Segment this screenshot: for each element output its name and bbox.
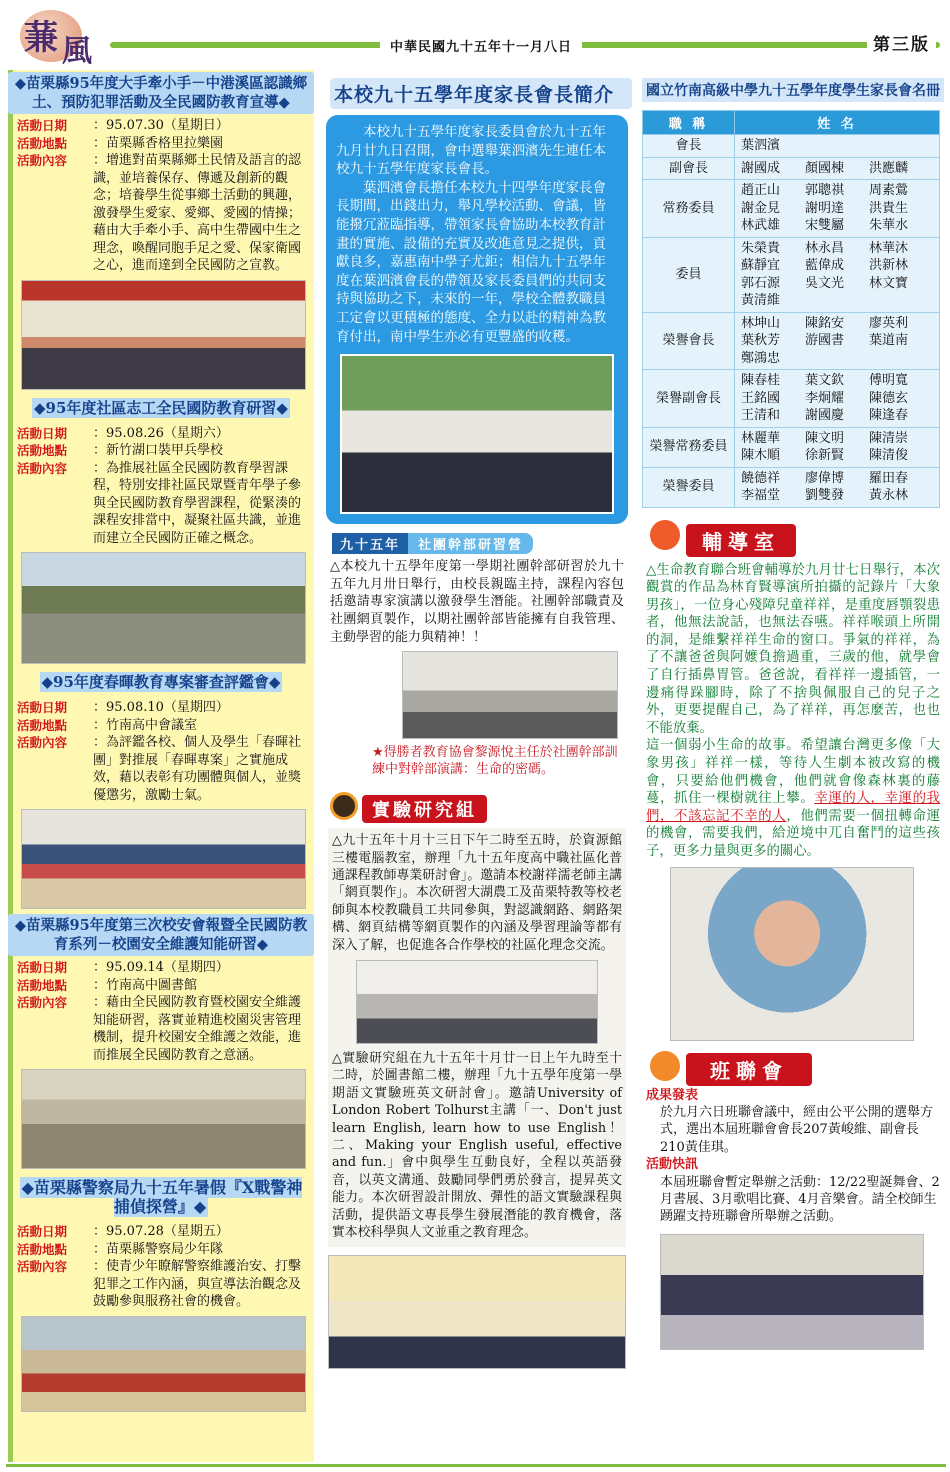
member-name: 陳春桂 <box>741 373 781 388</box>
info-label: 活動日期 <box>17 425 68 441</box>
class-council-header <box>640 1051 944 1085</box>
member-name: 陳銘安 <box>805 315 845 331</box>
info-label: 活動日期 <box>17 960 68 975</box>
member-name: 陳逢春 <box>869 408 909 423</box>
info-label: 活動地點 <box>17 443 68 458</box>
class-paragraph: 於九月六日班聯會議中，經由公平公開的選舉方式，選出本屆班聯會會長207黃峻維、副會長210黃佳琪。 <box>660 1105 934 1155</box>
table-row <box>643 180 940 238</box>
member-name: 朱華水 <box>869 218 909 233</box>
section-title-text: ◆95年度春暉教育專案審查評鑑會◆ <box>41 673 281 691</box>
class-council-body <box>646 1087 940 1226</box>
info-row <box>17 152 310 275</box>
photo-elephant-boy <box>670 867 914 1041</box>
club-text: △本校九十五學年度第一學期社團幹部研習於九十五年九月卅日舉行，由校長親臨主持，課程內容包括邀請專家演講以激發學生潛能。社團幹部職責及社團網頁製作，以期社團幹部皆能擁有自我管理、主動學習的能力與精神！！ <box>330 559 624 645</box>
guidance-paragraph-2 <box>646 737 940 860</box>
photo-class-council <box>660 1234 924 1350</box>
class-council-title: 班聯會 <box>686 1053 812 1086</box>
photo-certificate <box>21 1069 306 1169</box>
info-row <box>17 1241 310 1259</box>
research-section-header <box>322 790 632 822</box>
info-value: ：增進對苗栗縣鄉土民情及語言的認識，並培養保存、傳遞及創新的觀念；培養學生從事鄉土活動的興趣，激發學生愛家、愛鄉、愛國的情操；藉由大手牽小手、高中生帶國中生之理念，喚醒同胞手足之愛、保家衛國之心，進而達到全民國防之宣教。 <box>93 153 302 273</box>
council-role: 委員 <box>643 237 735 312</box>
member-name: 林坤山 <box>741 315 781 331</box>
member-name: 陳文明 <box>805 430 845 446</box>
middle-column <box>322 70 632 1465</box>
info-row <box>17 425 310 443</box>
council-body <box>643 135 940 508</box>
article-paragraph: 葉泗濱會長擔任本校九十四學年度家長會長期間，出錢出力，舉凡學校活動、會議，皆能撥冗蒞臨指導，帶領家長會協助本校教育計畫的實施、設備的充實及改進意見之提供，貢獻良多，嘉惠南中學子尤鉅；相信九十五學年度在葉泗濱會長的帶領及家長委員們的共同支持與協助之下，未來的一年，學校全體教職員工定會以更積極的態度、全力以赴的精神為教育付出，南中學生亦必有更豐盛的收穫。 <box>336 179 606 345</box>
member-name: 趙正山 <box>741 183 781 198</box>
photo-tank-group <box>21 552 306 664</box>
info-row <box>17 135 310 153</box>
section-title-text: ◆95年度社區志工全民國防教育研習◆ <box>34 398 288 417</box>
guidance-header <box>640 518 944 558</box>
subheading: 成果發表 <box>646 1087 699 1103</box>
guidance-text-b: ，他們需要一個扭轉命運的機會，需要我們，給逆境中兀自奮鬥的這些孩子，更多力量與更多的關心。 <box>646 808 941 859</box>
member-name: 吳文光 <box>805 275 845 291</box>
section-title <box>8 1174 314 1220</box>
activity-info <box>13 696 314 804</box>
info-value: ：95.07.28（星期五） <box>93 1224 229 1239</box>
left-column <box>8 70 314 1462</box>
member-name: 宋雙屬 <box>805 218 845 233</box>
info-value: ：竹南高中圖書館 <box>93 977 198 993</box>
member-name: 羅田春 <box>869 470 909 486</box>
page-number: 第三版 <box>867 30 936 55</box>
research-section-title: 實驗研究組 <box>362 795 487 823</box>
info-label: 活動地點 <box>17 135 68 151</box>
newspaper-logo <box>14 6 104 69</box>
council-names <box>735 370 940 428</box>
info-value: ：藉由全民國防教育暨校園安全維護知能研習，落實並精進校園災害管理機制，提升校園安全維護之效能，進而推展全民國防教育之意涵。 <box>93 995 302 1063</box>
member-name: 謝金見 <box>741 200 781 216</box>
member-name: 王清和 <box>741 408 781 423</box>
member-name: 葉秋芳 <box>741 333 781 348</box>
section-title <box>8 669 314 696</box>
member-name: 李福堂 <box>741 488 781 503</box>
club-banner-title: 社團幹部研習營 <box>408 533 533 554</box>
info-row <box>17 994 310 1064</box>
member-name: 葉泗濱 <box>741 138 781 153</box>
section-title: ◆苗栗縣95年度大手牽小手－中港溪區認識鄉土、預防犯罪活動及全民國防教育宣導◆ <box>8 72 314 114</box>
photo-award-ceremony <box>21 809 306 909</box>
article-title: 本校九十五學年度家長會長簡介 <box>330 78 632 109</box>
photo-assembly-hall <box>21 280 306 390</box>
club-banner-year: 九十五年 <box>332 533 408 554</box>
subheading: 活動快訊 <box>646 1157 699 1173</box>
crab-icon <box>650 1051 680 1081</box>
activity-info <box>13 956 314 1064</box>
table-row <box>643 427 940 467</box>
section-title-text: ◆苗栗縣警察局九十五年暑假『X戰警神捕偵探營』◆ <box>21 1178 303 1216</box>
council-title: 國立竹南高級中學九十五學年度學生家長會名冊 <box>642 78 944 102</box>
member-name: 顏國棟 <box>805 160 845 176</box>
info-row <box>17 1223 310 1241</box>
photo-speech <box>340 354 614 514</box>
info-label: 活動日期 <box>17 118 68 133</box>
council-names <box>735 312 940 370</box>
guidance-title: 輔導室 <box>686 524 796 557</box>
member-name: 黃清維 <box>741 293 781 308</box>
info-label: 活動內容 <box>17 995 68 1010</box>
member-name: 王銘國 <box>741 390 781 406</box>
member-name: 林麗華 <box>741 430 781 446</box>
member-name: 謝明達 <box>805 200 845 216</box>
council-role: 榮譽常務委員 <box>643 427 735 467</box>
photo-caption: ★得勝者教育協會黎源悅主任於社團幹部訓練中對幹部演講：生命的密碼。 <box>372 745 618 778</box>
info-value: ：95.07.30（星期日） <box>93 118 229 133</box>
research-text: △實驗研究組在九十五年十月廿一日上午九時至十二時，於圖書館二樓，辦理「九十五學年度第一學期語文實驗班英文研討會」。邀請University of London Robert Tolhurst主講「一、Don't just learn English, learn how to use English！二、Making your English useful, effective and fun.」會中與學生互動良好，全程以英語發音，以英文溝通、鼓勵同學們勇於發言，提昇英文能力。本次研習設計開放、彈性的語文實驗課程與活動，提供語文專長學生發展潛能的教育機會，落實本校科學與人文並重之教育理念。 <box>332 1050 622 1240</box>
info-label: 活動地點 <box>17 1241 68 1257</box>
council-role: 榮譽委員 <box>643 467 735 507</box>
member-name: 陳清崇 <box>869 430 909 446</box>
member-name: 林華沐 <box>869 240 909 256</box>
club-banner <box>332 534 632 552</box>
info-label: 活動日期 <box>17 700 68 715</box>
member-name: 周素鶯 <box>869 183 909 198</box>
council-names <box>735 467 940 507</box>
table-row <box>643 467 940 507</box>
member-name: 葉文欽 <box>805 373 845 388</box>
member-name: 陳德玄 <box>869 390 909 406</box>
member-name: 謝國成 <box>741 160 781 176</box>
activity-info <box>13 1220 314 1311</box>
member-name: 謝國慶 <box>805 408 845 423</box>
photo-english-seminar <box>328 1255 626 1369</box>
info-row <box>17 734 310 804</box>
table-row <box>643 312 940 370</box>
member-name: 陳木順 <box>741 448 781 463</box>
member-name: 劉雙發 <box>805 488 845 503</box>
info-value: ：為評鑑各校、個人及學生「春暉社團」對推展「春暉專案」之實施成效，藉以表彰有功團體與個人，並獎優懲劣，激勵士氣。 <box>93 735 302 803</box>
info-value: ：使青少年瞭解警察維護治安、打擊犯罪之工作內涵，與宣導法治觀念及鼓勵參與服務社會的機會。 <box>93 1259 302 1309</box>
crab-icon <box>650 520 680 550</box>
council-role: 副會長 <box>643 157 735 180</box>
council-names <box>735 157 940 180</box>
table-row <box>643 370 940 428</box>
info-value: ：95.08.10（星期四） <box>93 700 229 715</box>
info-value: ：苗栗縣香格里拉樂園 <box>93 135 224 151</box>
member-name: 洪新林 <box>869 258 909 273</box>
member-name: 陳清俊 <box>869 448 909 463</box>
council-names <box>735 135 940 158</box>
table-header-row <box>643 111 940 135</box>
member-name: 游國書 <box>805 333 845 348</box>
council-role: 榮譽會長 <box>643 312 735 370</box>
info-label: 活動內容 <box>17 735 68 750</box>
council-role: 榮譽副會長 <box>643 370 735 428</box>
member-name: 藍偉成 <box>805 258 845 273</box>
logo-char-2: 風 <box>62 34 92 69</box>
guidance-paragraph: △生命教育聯合班會輔導於九月廿七日舉行，本次觀賞的作品為林育賢導演所拍攝的記錄片「大象男孩」，一位身心殘障兒童祥祥，是重度唇顎裂患者，他無法說話，也無法吞嚥。祥祥喉頭上所開的洞，是維繫祥祥生命的窗口。爭氣的祥祥，為了不讓爸爸與阿嬤負擔過重，三歲的他，就學會了自行插鼻胃管。爸爸說，看祥祥一邊插管，一邊痛得跺腳時，除了不捨與佩服自己的兒子之外，更要提醒自己，為了祥祥，再怎麼苦，也也不能放棄。 <box>646 562 940 736</box>
guidance-text <box>646 562 940 861</box>
column-header: 職 稱 <box>643 111 735 135</box>
guidance-text-a: 這一個弱小生命的故事。希望讓台灣更多像「大象男孩」祥祥一樣，等待人生劇本被改寫的機會，只要給他們機會，他們就會像森林裏的藤蔓，抓住一棵樹就往上攀。 <box>646 738 940 807</box>
info-row <box>17 117 310 135</box>
member-name: 林永昌 <box>805 240 845 256</box>
info-row <box>17 442 310 460</box>
photo-police-camp <box>21 1316 306 1412</box>
council-role: 常務委員 <box>643 180 735 238</box>
council-names <box>735 237 940 312</box>
section-title: ◆苗栗縣95年度第三次校安會報暨全民國防教育系列－校園安全維護知能研習◆ <box>8 914 314 956</box>
member-name: 葉道南 <box>869 333 909 348</box>
table-row <box>643 135 940 158</box>
activity-info <box>13 114 314 275</box>
info-value: ：竹南高中會議室 <box>93 717 198 733</box>
info-value: ：苗栗縣警察局少年隊 <box>93 1241 224 1257</box>
member-name: 林文寶 <box>869 275 909 291</box>
member-name: 蘇靜宜 <box>741 258 781 273</box>
info-row <box>17 959 310 977</box>
council-names <box>735 180 940 238</box>
info-label: 活動日期 <box>17 1224 68 1239</box>
member-name: 李炯耀 <box>805 390 845 406</box>
info-value: ：新竹湖口裝甲兵學校 <box>93 443 224 458</box>
table-row <box>643 157 940 180</box>
member-name: 郭石源 <box>741 275 781 291</box>
masthead <box>0 0 950 70</box>
issue-date: 中華民國九十五年十一月八日 <box>380 36 582 55</box>
info-label: 活動地點 <box>17 717 68 733</box>
info-row <box>17 977 310 995</box>
member-name: 黃永林 <box>869 488 909 503</box>
member-name: 廖英利 <box>869 315 909 331</box>
member-name: 鄭鴻忠 <box>741 350 781 366</box>
info-value: ：95.09.14（星期四） <box>93 960 229 975</box>
info-row <box>17 1258 310 1311</box>
footer-rule <box>6 1464 946 1467</box>
parent-council-table <box>642 110 940 508</box>
table-row <box>643 237 940 312</box>
logo-char-1: 蒹 <box>24 18 58 58</box>
right-column <box>640 70 944 1465</box>
info-label: 活動地點 <box>17 977 68 993</box>
info-row <box>17 699 310 717</box>
info-row <box>17 717 310 735</box>
research-section-body <box>328 828 626 1247</box>
info-label: 活動內容 <box>17 153 68 168</box>
member-name: 傅明寬 <box>869 373 909 388</box>
info-value: ：為推展社區全民國防教育學習課程，特別安排社區民眾暨青年學子參與全民國防教育學習課程，從緊湊的課程安排當中，凝聚社區共識，並進而建立全民國防正確之概念。 <box>93 460 302 546</box>
guidance-highlight: 幸運的人，幸運的我們，不該忘記不幸的人 <box>646 791 941 824</box>
council-names <box>735 427 940 467</box>
info-row <box>17 460 310 548</box>
section-title <box>8 395 314 422</box>
council-role: 會長 <box>643 135 735 158</box>
member-name: 洪貴生 <box>869 200 909 216</box>
info-value: ：95.08.26（星期六） <box>93 425 229 441</box>
member-name: 饒德祥 <box>741 470 781 486</box>
member-name: 徐新賢 <box>805 448 845 463</box>
member-name: 洪應麟 <box>869 160 909 176</box>
research-text: △九十五年十月十三日下午二時至五時，於資源館三樓電腦教室，辦理「九十五年度高中職社區化普通課程教師專業研討會」。邀請本校謝祥濡老師主講「網頁製作」。本次研習大湖農工及苗栗特教等校老師與本校教職員工共同參與，對認識網路、網路架構、網頁結構等網頁製作的內涵及學習理論等都有深入了解，也促進各合作學校的社區化理念交流。 <box>332 833 622 953</box>
member-name: 廖偉博 <box>805 470 845 486</box>
member-name: 郭聰祺 <box>805 183 845 198</box>
ladybug-icon <box>330 792 358 820</box>
photo-lecture <box>402 651 618 739</box>
member-name: 林武雄 <box>741 218 781 233</box>
info-label: 活動內容 <box>17 460 68 476</box>
article-paragraph: 本校九十五學年度家長委員會於九十五年九月廿九日召開，會中選舉葉泗濱先生連任本校九十五學年度家長會長。 <box>336 124 606 178</box>
parent-chair-box <box>326 115 628 524</box>
class-paragraph: 本屆班聯會暫定舉辦之活動：12/22聖誕舞會、2月書展、3月歌唱比賽、4月音樂會。請全校師生踴躍支持班聯會所舉辦之活動。 <box>660 1174 940 1225</box>
photo-computer-lab <box>356 960 598 1044</box>
activity-info <box>13 422 314 548</box>
member-name: 朱榮貴 <box>741 240 781 256</box>
column-header: 姓 名 <box>735 111 940 135</box>
info-label: 活動內容 <box>17 1259 68 1274</box>
